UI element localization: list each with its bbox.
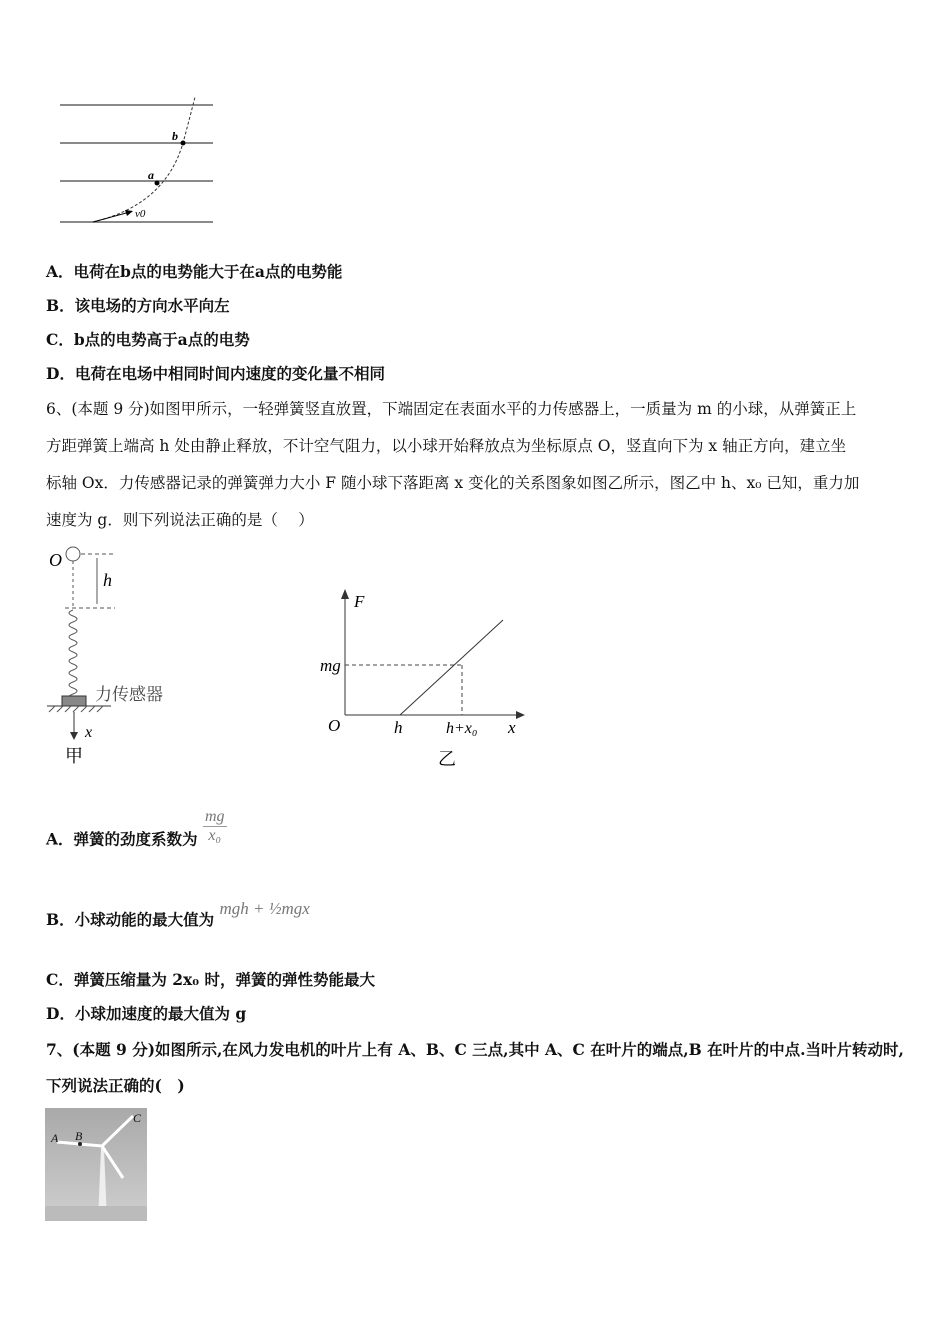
label-h: h — [103, 570, 112, 590]
q6-stem-line: 6、(本题 9 分)如图甲所示，一轻弹簧竖直放置，下端固定在表面水平的力传感器上，一质量为 m 的小球，从弹簧正上 — [46, 400, 857, 418]
q7-stem-line: 7、(本题 9 分)如图所示,在风力发电机的叶片上有 A、B、C 三点,其中 A、C 在叶片的端点,B 在叶片的中点.当叶片转动时, — [46, 1040, 904, 1059]
axis-label-x: x — [508, 718, 516, 737]
label-O: O — [49, 550, 62, 570]
caption-yi: 乙 — [438, 749, 456, 769]
label-b: b — [172, 129, 178, 143]
q6-stem-line: 方距弹簧上端高 h 处由静止释放，不计空气阻力，以小球开始释放点为坐标原点 O，竖直向下为 x 轴正方向，建立坐 — [46, 437, 847, 455]
figure-spring-jia — [45, 540, 205, 770]
figure-graph-yi — [320, 585, 530, 775]
label-v0: v0 — [135, 208, 146, 220]
q5-option-d[interactable]: D．电荷在电场中相同时间内速度的变化量不相同 — [46, 364, 385, 383]
label-B: B — [75, 1129, 83, 1143]
q6-option-b[interactable]: B．小球动能的最大值为 mgh + ½mgx — [46, 899, 310, 929]
tick-h: h — [394, 718, 403, 737]
q7-stem-line: 下列说法正确的( ) — [46, 1076, 185, 1095]
caption-jia: 甲 — [65, 746, 83, 766]
figure-wind-turbine — [45, 1108, 147, 1221]
label-C: C — [133, 1111, 142, 1125]
label-mg: mg — [320, 656, 341, 675]
q6-option-d[interactable]: D．小球加速度的最大值为 g — [46, 1004, 247, 1023]
label-A: A — [51, 1131, 59, 1145]
q5-option-b[interactable]: B．该电场的方向水平向左 — [46, 296, 230, 315]
q5-option-c[interactable]: C．b点的电势高于a点的电势 — [46, 330, 250, 349]
figure-field-lines — [55, 95, 220, 235]
q6-stem-line: 标轴 Ox．力传感器记录的弹簧弹力大小 F 随小球下落距离 x 变化的关系图象如图乙所示，图乙中 h、x₀ 已知，重力加 — [46, 474, 860, 492]
q6-option-a[interactable]: A．弹簧的劲度系数为 $\frac{mg}{\text{x₀}}$ — [46, 808, 225, 849]
q5-option-a[interactable]: A．电荷在b点的电势能大于在a点的电势能 — [46, 262, 343, 281]
label-O: O — [328, 716, 341, 735]
tick-h-plus-x0: h+x₀ — [446, 720, 478, 737]
label-sensor: 力传感器 — [95, 685, 163, 704]
q6-stem-line: 速度为 g．则下列说法正确的是（ ） — [46, 511, 314, 529]
axis-label-F: F — [354, 592, 365, 611]
label-x: x — [85, 724, 93, 741]
label-a: a — [148, 168, 154, 182]
q6-option-c[interactable]: C．弹簧压缩量为 2x₀ 时，弹簧的弹性势能最大 — [46, 970, 375, 989]
